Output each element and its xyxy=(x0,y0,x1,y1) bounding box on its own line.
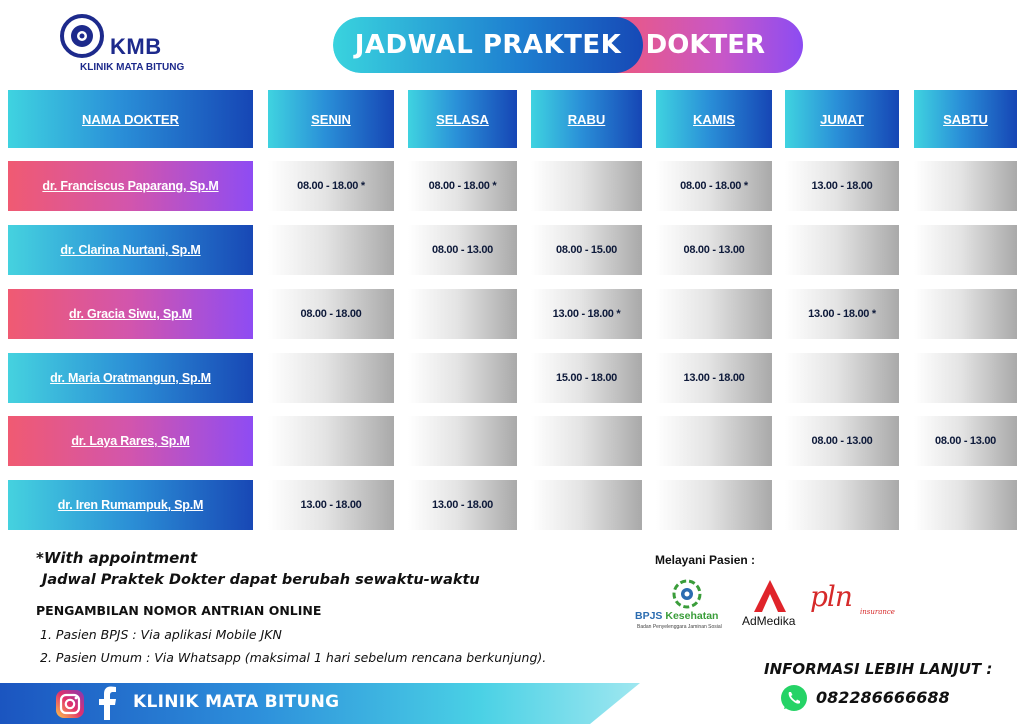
whatsapp-icon[interactable] xyxy=(779,683,809,713)
schedule-cell xyxy=(656,480,772,530)
partners-label: Melayani Pasien : xyxy=(655,553,756,567)
schedule-cell: 13.00 - 18.00 * xyxy=(785,289,899,339)
schedule-cell xyxy=(408,416,517,466)
bpjs-logo xyxy=(633,578,743,634)
header-nama-dokter: NAMA DOKTER xyxy=(8,90,253,148)
schedule-cell xyxy=(914,480,1017,530)
doctor-name-cell: dr. Iren Rumampuk, Sp.M xyxy=(8,480,253,530)
schedule-cell xyxy=(914,289,1017,339)
schedule-cell xyxy=(785,480,899,530)
schedule-cell: 08.00 - 13.00 xyxy=(408,225,517,275)
bpjs-name: BPJS Kesehatan xyxy=(635,610,719,622)
schedule-cell xyxy=(268,353,394,403)
doctor-name-cell: dr. Maria Oratmangun, Sp.M xyxy=(8,353,253,403)
schedule-cell: 15.00 - 18.00 xyxy=(531,353,642,403)
pln-subtitle: insurance xyxy=(860,608,895,616)
header-day-senin: SENIN xyxy=(268,90,394,148)
schedule-cell: 08.00 - 13.00 xyxy=(914,416,1017,466)
schedule-cell xyxy=(914,161,1017,211)
schedule-cell xyxy=(656,416,772,466)
schedule-cell: 08.00 - 18.00 * xyxy=(656,161,772,211)
online-queue-title: PENGAMBILAN NOMOR ANTRIAN ONLINE xyxy=(36,603,322,618)
title-part-2: DOKTER xyxy=(603,17,803,73)
footer-clinic-name: KLINIK MATA BITUNG xyxy=(133,692,340,712)
schedule-cell xyxy=(914,225,1017,275)
title-part-1: JADWAL PRAKTEK xyxy=(333,17,643,73)
clinic-logo xyxy=(58,12,188,78)
schedule-cell xyxy=(268,225,394,275)
schedule-cell xyxy=(785,353,899,403)
logo-abbreviation: KMB xyxy=(110,34,162,59)
header-day-jumat: JUMAT xyxy=(785,90,899,148)
header-day-rabu: RABU xyxy=(531,90,642,148)
bpjs-subtitle: Badan Penyelenggara Jaminan Sosial xyxy=(637,624,722,630)
schedule-cell xyxy=(531,416,642,466)
schedule-cell xyxy=(408,353,517,403)
appointment-note: *With appointment xyxy=(36,549,198,567)
schedule-cell: 13.00 - 18.00 xyxy=(408,480,517,530)
phone-number[interactable]: 082286666688 xyxy=(816,688,950,707)
queue-item-bpjs: 1. Pasien BPJS : Via aplikasi Mobile JKN xyxy=(40,627,282,642)
doctor-name-cell: dr. Gracia Siwu, Sp.M xyxy=(8,289,253,339)
header-day-sabtu: SABTU xyxy=(914,90,1017,148)
page-title xyxy=(333,17,803,73)
schedule-cell: 13.00 - 18.00 * xyxy=(531,289,642,339)
schedule-disclaimer: Jadwal Praktek Dokter dapat berubah sewaktu-waktu xyxy=(42,572,480,588)
schedule-cell xyxy=(785,225,899,275)
schedule-cell xyxy=(531,480,642,530)
doctor-name-cell: dr. Laya Rares, Sp.M xyxy=(8,416,253,466)
eye-logo-icon xyxy=(58,12,118,62)
pln-insurance-logo xyxy=(808,580,918,624)
facebook-icon[interactable] xyxy=(96,686,118,720)
schedule-cell: 08.00 - 18.00 xyxy=(268,289,394,339)
schedule-cell: 13.00 - 18.00 xyxy=(268,480,394,530)
admedika-name: AdMedika xyxy=(742,614,796,628)
doctor-name-cell: dr. Franciscus Paparang, Sp.M xyxy=(8,161,253,211)
instagram-icon[interactable] xyxy=(55,689,85,719)
more-info-label: INFORMASI LEBIH LANJUT : xyxy=(764,660,993,678)
schedule-cell: 08.00 - 18.00 * xyxy=(268,161,394,211)
schedule-cell: 08.00 - 18.00 * xyxy=(408,161,517,211)
schedule-cell xyxy=(914,353,1017,403)
admedika-emblem-icon xyxy=(750,578,790,614)
header-day-kamis: KAMIS xyxy=(656,90,772,148)
schedule-cell: 08.00 - 13.00 xyxy=(656,225,772,275)
schedule-cell xyxy=(408,289,517,339)
admedika-logo xyxy=(742,578,806,630)
queue-item-umum: 2. Pasien Umum : Via Whatsapp (maksimal 1 hari sebelum rencana berkunjung). xyxy=(40,650,547,665)
schedule-cell: 08.00 - 13.00 xyxy=(785,416,899,466)
schedule-cell xyxy=(656,289,772,339)
logo-full-name: KLINIK MATA BITUNG xyxy=(80,62,185,73)
schedule-cell xyxy=(268,416,394,466)
doctor-name-cell: dr. Clarina Nurtani, Sp.M xyxy=(8,225,253,275)
header-day-selasa: SELASA xyxy=(408,90,517,148)
schedule-cell: 08.00 - 15.00 xyxy=(531,225,642,275)
bpjs-emblem-icon xyxy=(667,578,707,610)
schedule-cell: 13.00 - 18.00 xyxy=(656,353,772,403)
pln-name: pln xyxy=(810,580,852,613)
schedule-cell xyxy=(531,161,642,211)
schedule-cell: 13.00 - 18.00 xyxy=(785,161,899,211)
